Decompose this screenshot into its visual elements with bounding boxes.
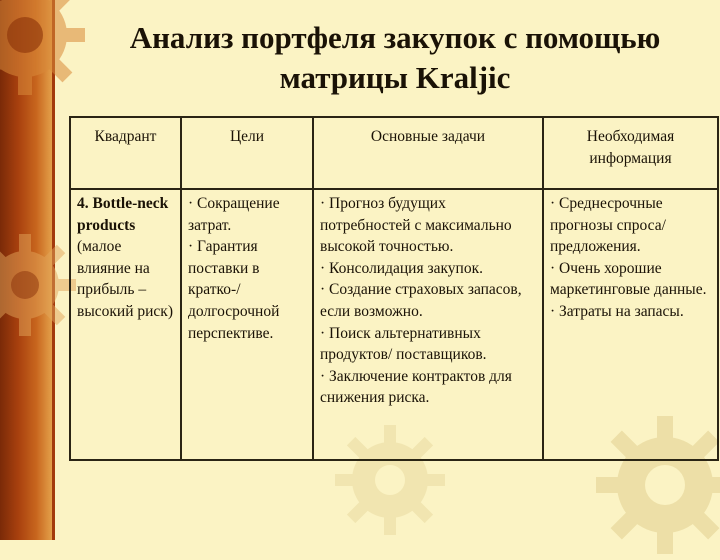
task-item: · Консолидация закупок.	[320, 259, 483, 277]
task-item: · Поиск альтернативных продуктов/ поставщиков.	[320, 324, 487, 364]
quadrant-cell	[70, 189, 181, 460]
tasks-cell	[313, 189, 543, 460]
goal-item: · Гарантия поставки в кратко-/ долгосрочной перспективе.	[188, 238, 280, 342]
quadrant-name: 4. Bottle-neck products	[77, 195, 169, 234]
task-item: · Заключение контрактов для снижения риска.	[320, 367, 512, 407]
info-item: · Среднесрочные прогнозы спроса/ предложения.	[550, 195, 666, 256]
title-line: матрицы Kraljic	[279, 60, 511, 95]
info-item: · Очень хорошие маркетинговые данные.	[550, 259, 707, 299]
goals-cell	[181, 189, 313, 460]
info-cell	[543, 189, 718, 460]
info-item: · Затраты на запасы.	[550, 302, 684, 320]
table-header-row	[70, 117, 718, 189]
gear-icon	[0, 230, 80, 340]
goal-item: · Сокращение затрат.	[188, 195, 280, 234]
kraljic-table	[69, 116, 719, 461]
task-item: · Создание страховых запасов, если возможно.	[320, 281, 522, 320]
header-required-info: Необходимая информация	[543, 117, 718, 189]
title-line: Анализ портфеля закупок с помощью	[129, 20, 661, 55]
table-row	[70, 189, 718, 460]
task-item: · Прогноз будущих потребностей с максимально высокой точностью.	[320, 195, 512, 256]
header-main-tasks: Основные задачи	[313, 117, 543, 189]
quadrant-note: (малое влияние на прибыль – высокий риск)	[77, 238, 173, 320]
header-goals: Цели	[181, 117, 313, 189]
header-quadrant: Квадрант	[70, 117, 181, 189]
slide-title	[70, 18, 720, 98]
